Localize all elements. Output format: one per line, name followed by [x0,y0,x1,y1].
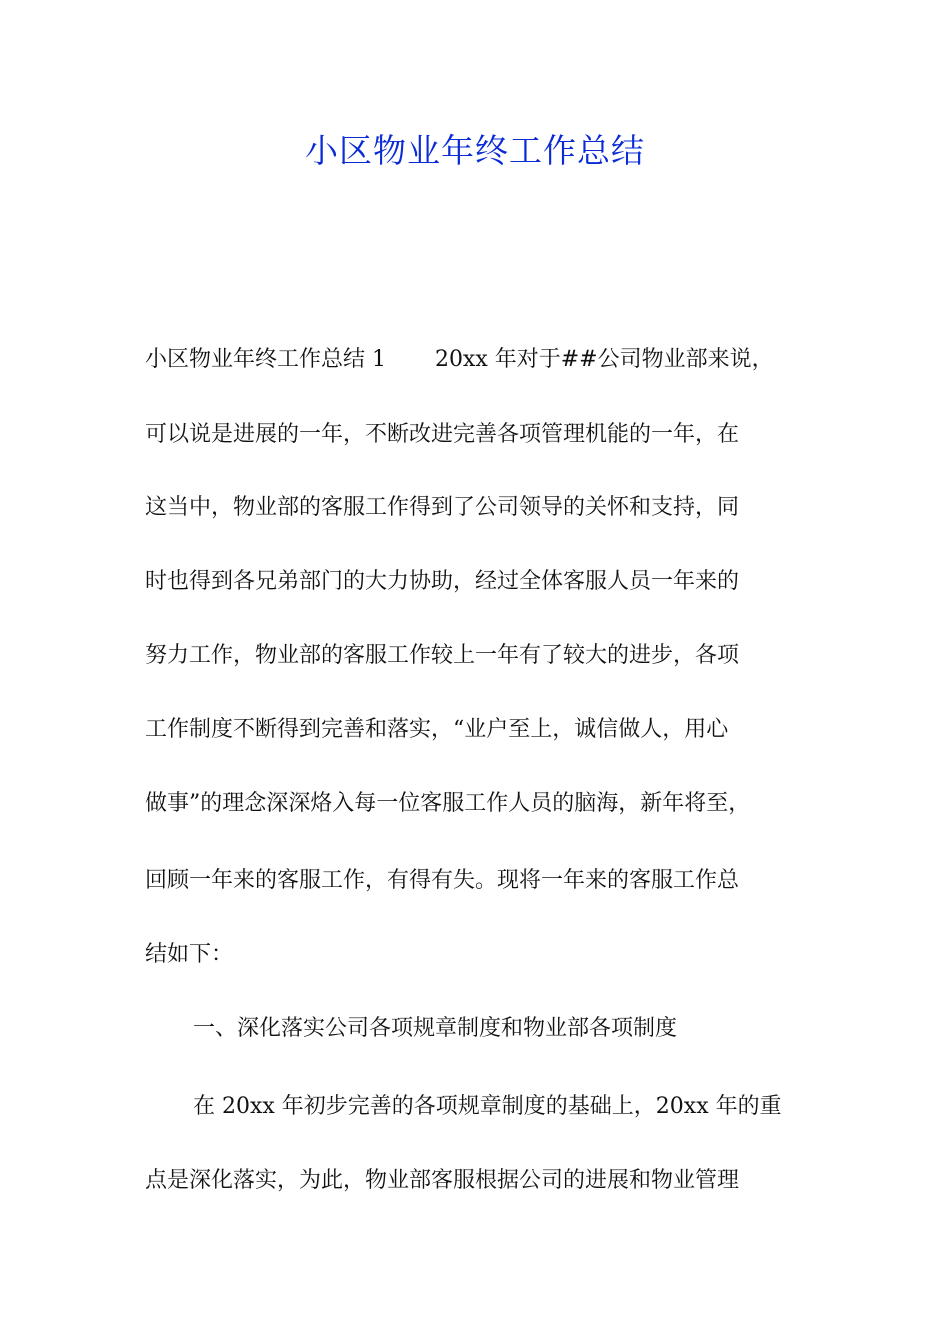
document-title: 小区物业年终工作总结 [305,131,645,170]
paragraph-line: 努力工作，物业部的客服工作较上一年有了较大的进步，各项 [145,643,740,668]
paragraph-line: 工作制度不断得到完善和落实，“业户至上，诚信做人，用心 [145,717,729,742]
paragraph-line: 回顾一年来的客服工作，有得有失。现将一年来的客服工作总 [145,868,740,893]
section-heading: 一、深化落实公司各项规章制度和物业部各项制度 [193,1016,678,1041]
paragraph-line: 在 20xx 年初步完善的各项规章制度的基础上，20xx 年的重 [193,1094,782,1119]
paragraph-line: 时也得到各兄弟部门的大力协助，经过全体客服人员一年来的 [145,569,740,594]
paragraph-line: 小区物业年终工作总结 1 20xx 年对于##公司物业部来说， [145,347,774,372]
paragraph-line: 结如下： [145,942,234,967]
paragraph-line: 这当中，物业部的客服工作得到了公司领导的关怀和支持，同 [145,495,740,520]
paragraph-line: 做事”的理念深深烙入每一位客服工作人员的脑海，新年将至， [145,791,751,816]
paragraph-line: 点是深化落实，为此，物业部客服根据公司的进展和物业管理 [145,1168,740,1193]
paragraph-line: 可以说是进展的一年，不断改进完善各项管理机能的一年，在 [145,422,740,447]
